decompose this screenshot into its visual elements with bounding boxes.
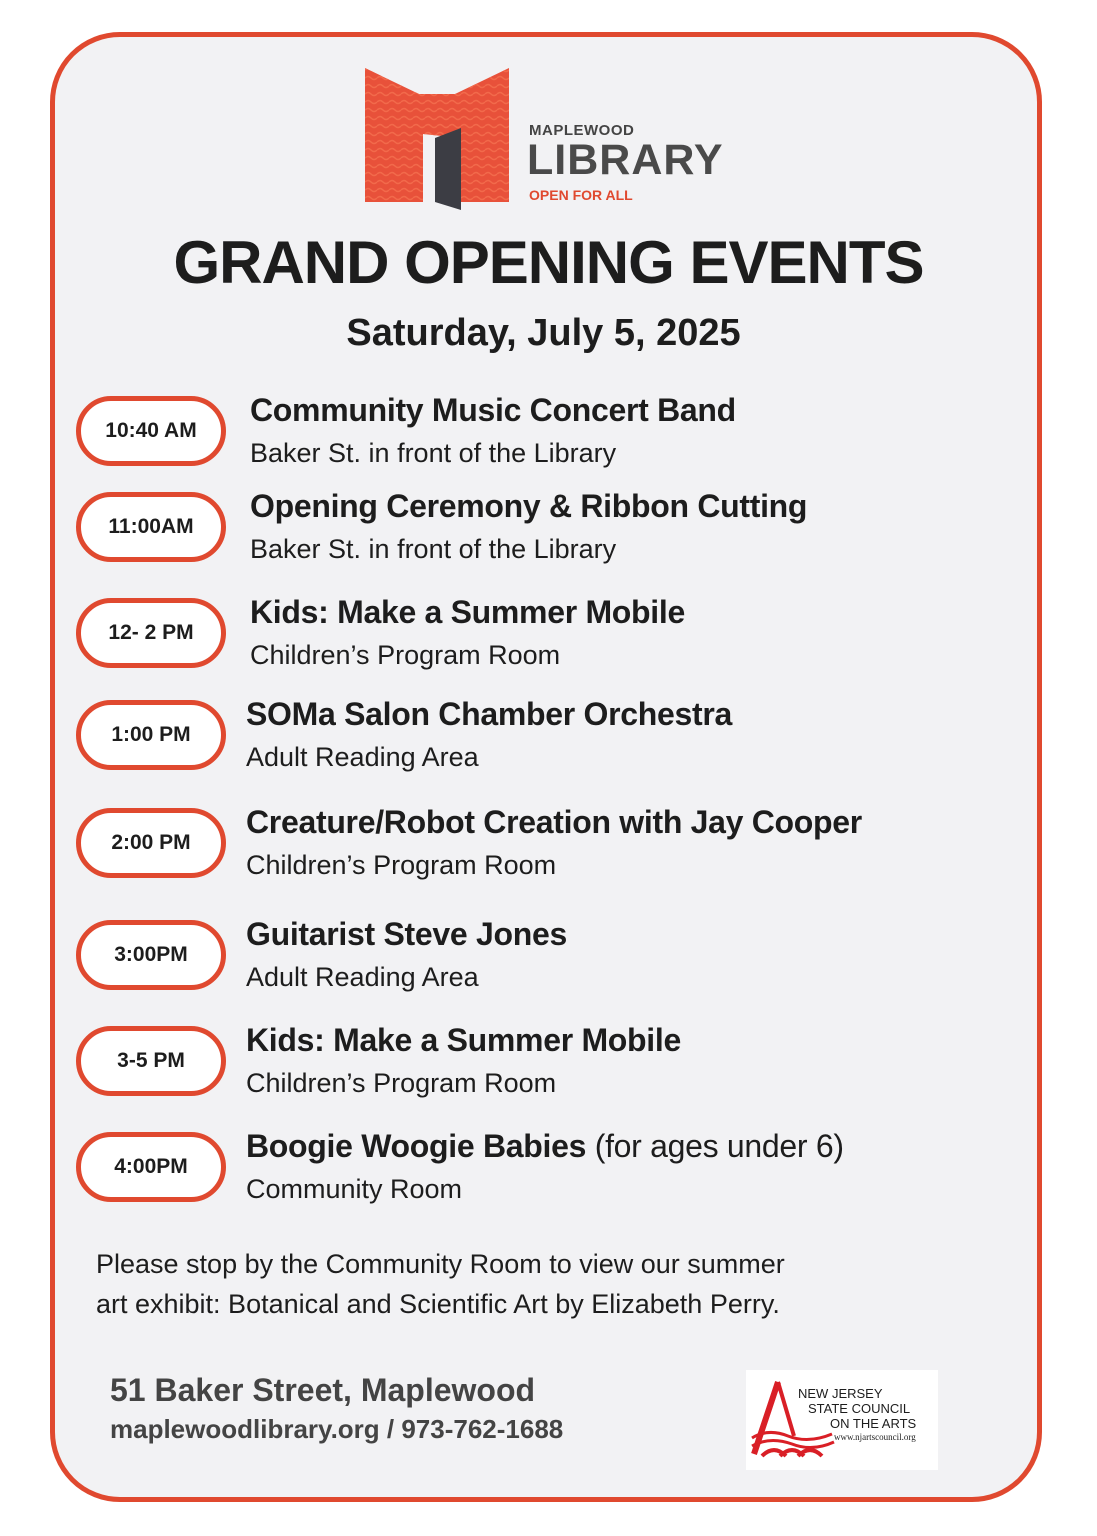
event-item (76, 804, 1036, 888)
notice-line: art exhibit: Botanical and Scientific Art by Elizabeth Perry. (96, 1289, 780, 1319)
footer-website-phone: maplewoodlibrary.org / 973-762-1688 (110, 1414, 564, 1444)
time-badge: 2:00 PM (76, 808, 226, 878)
event-title: Creature/Robot Creation with Jay Cooper (246, 804, 862, 840)
event-location: Children’s Program Room (246, 850, 557, 880)
brand-name-big: LIBRARY (527, 136, 724, 184)
event-title: Guitarist Steve Jones (246, 916, 567, 952)
event-item (76, 392, 1036, 476)
event-title-main: Boogie Woogie Babies (246, 1128, 587, 1164)
event-item (76, 1128, 1036, 1212)
sponsor-line: NEW JERSEY (798, 1386, 883, 1401)
sponsor-logo (746, 1370, 938, 1470)
time-badge: 3-5 PM (76, 1026, 226, 1096)
event-location: Children’s Program Room (250, 640, 561, 670)
event-location: Adult Reading Area (246, 742, 479, 772)
event-item (76, 488, 1036, 572)
sponsor-url: www.njartscouncil.org (834, 1432, 916, 1442)
time-badge: 1:00 PM (76, 700, 226, 770)
event-location: Community Room (246, 1174, 463, 1204)
page-title: GRAND OPENING EVENTS (173, 229, 924, 296)
event-location: Adult Reading Area (246, 962, 479, 992)
time-badge: 4:00PM (76, 1132, 226, 1202)
event-title: Opening Ceremony & Ribbon Cutting (250, 488, 808, 524)
footer-address: 51 Baker Street, Maplewood (110, 1372, 536, 1408)
event-title-note: (for ages under 6) (586, 1128, 844, 1164)
time-badge: 3:00PM (76, 920, 226, 990)
event-title: Kids: Make a Summer Mobile (246, 1022, 681, 1058)
event-date: Saturday, July 5, 2025 (346, 312, 741, 354)
library-logo (365, 66, 745, 216)
event-item (76, 1022, 1036, 1106)
exhibit-notice (96, 1244, 1016, 1324)
sponsor-line: ON THE ARTS (830, 1416, 917, 1431)
event-location: Baker St. in front of the Library (250, 534, 617, 564)
brand-name-small: MAPLEWOOD (529, 122, 635, 139)
event-title: SOMa Salon Chamber Orchestra (246, 696, 732, 732)
time-badge: 12- 2 PM (76, 598, 226, 668)
brand-tagline: OPEN FOR ALL (529, 187, 633, 203)
event-item (76, 916, 1036, 1000)
event-title: Community Music Concert Band (250, 392, 736, 428)
time-badge: 10:40 AM (76, 396, 226, 466)
event-location: Baker St. in front of the Library (250, 438, 617, 468)
sponsor-line: STATE COUNCIL (808, 1401, 911, 1416)
notice-line: Please stop by the Community Room to view our summer (96, 1249, 785, 1279)
event-title (246, 1128, 844, 1165)
event-location: Children’s Program Room (246, 1068, 557, 1098)
event-item (76, 594, 1036, 678)
maplewood-m-door-logo-icon (365, 66, 525, 216)
event-title: Kids: Make a Summer Mobile (250, 594, 685, 630)
time-badge: 11:00AM (76, 492, 226, 562)
event-item (76, 696, 1036, 780)
